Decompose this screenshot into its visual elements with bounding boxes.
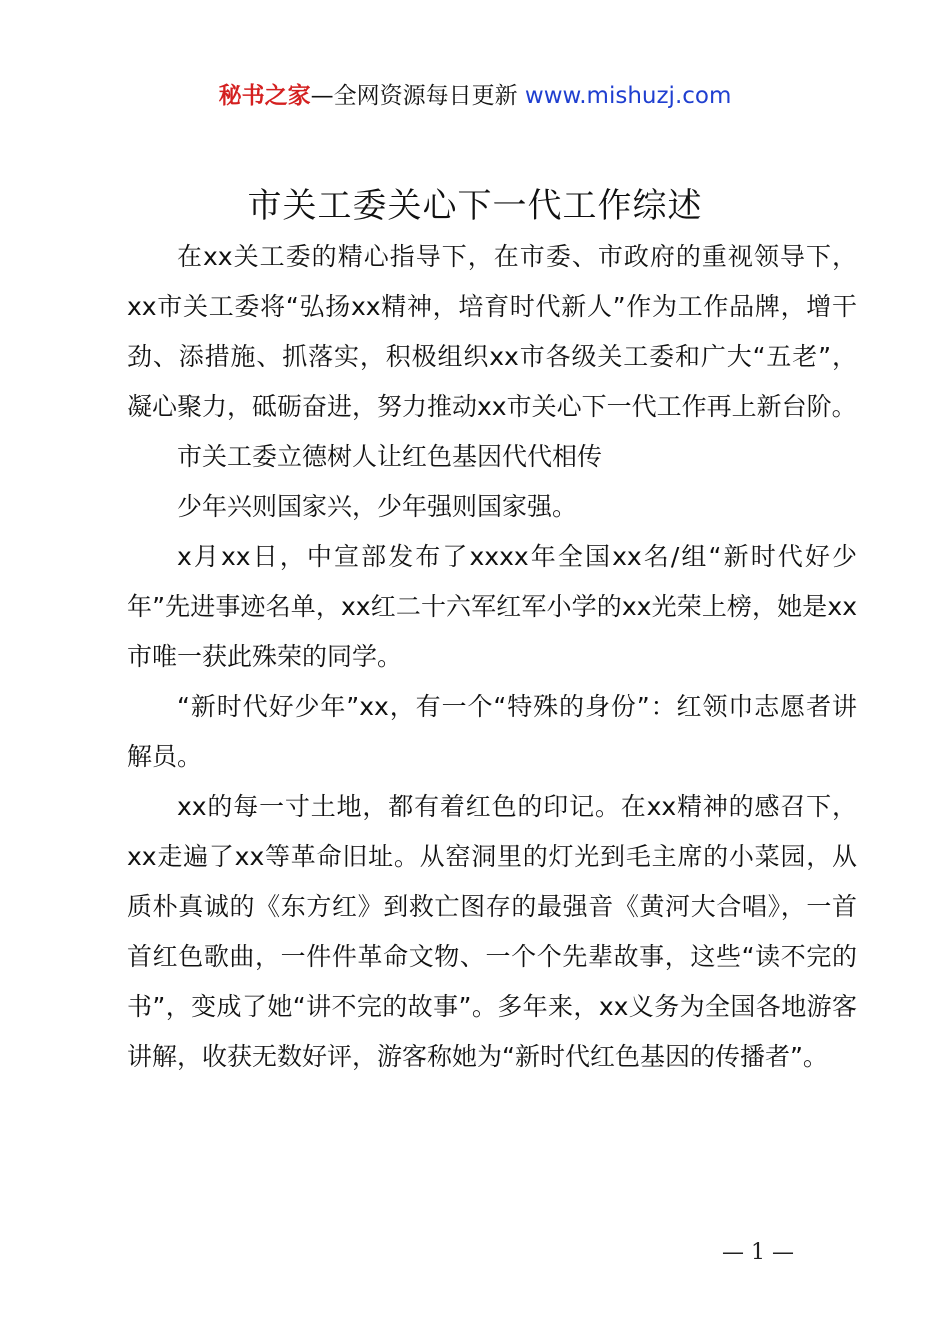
document-body <box>127 232 857 1082</box>
brand-name: 秘书之家 <box>218 83 311 109</box>
body-paragraph: “新时代好少年”xx，有一个“特殊的身份”：红领巾志愿者讲解员。 <box>127 692 857 771</box>
section-heading: 市关工委立德树人让红色基因代代相传 <box>177 442 603 471</box>
header-tagline: —全网资源每日更新 <box>310 83 518 109</box>
page-number: — 1 — <box>722 1240 794 1265</box>
body-paragraph: xx的每一寸土地，都有着红色的印记。在xx精神的感召下，xx走遍了xx等革命旧址。从窑洞里的灯光到毛主席的小菜园，从质朴真诚的《东方红》到救亡图存的最强音《黄河大合唱》，一首首红色歌曲，一件件革命文物、一个个先辈故事，这些“读不完的书”，变成了她“讲不完的故事”。多年来，xx义务为全国各地游客讲解，收获无数好评，游客称她为“新时代红色基因的传播者”。 <box>127 792 857 1071</box>
site-header <box>0 80 950 112</box>
site-url-link[interactable]: www.mishuzj.com <box>524 83 732 109</box>
body-paragraph: 在xx关工委的精心指导下，在市委、市政府的重视领导下，xx市关工委将“弘扬xx精神，培育时代新人”作为工作品牌，增干劲、添措施、抓落实，积极组织xx市各级关工委和广大“五老”，凝心聚力，砥砺奋进，努力推动xx市关心下一代工作再上新台阶。 <box>127 242 857 421</box>
body-paragraph: 少年兴则国家兴，少年强则国家强。 <box>177 492 578 521</box>
body-paragraph: x月xx日，中宣部发布了xxxx年全国xx名/组“新时代好少年”先进事迹名单，xx红二十六军红军小学的xx光荣上榜，她是xx市唯一获此殊荣的同学。 <box>127 542 857 671</box>
document-title: 市关工委关心下一代工作综述 <box>247 186 703 226</box>
